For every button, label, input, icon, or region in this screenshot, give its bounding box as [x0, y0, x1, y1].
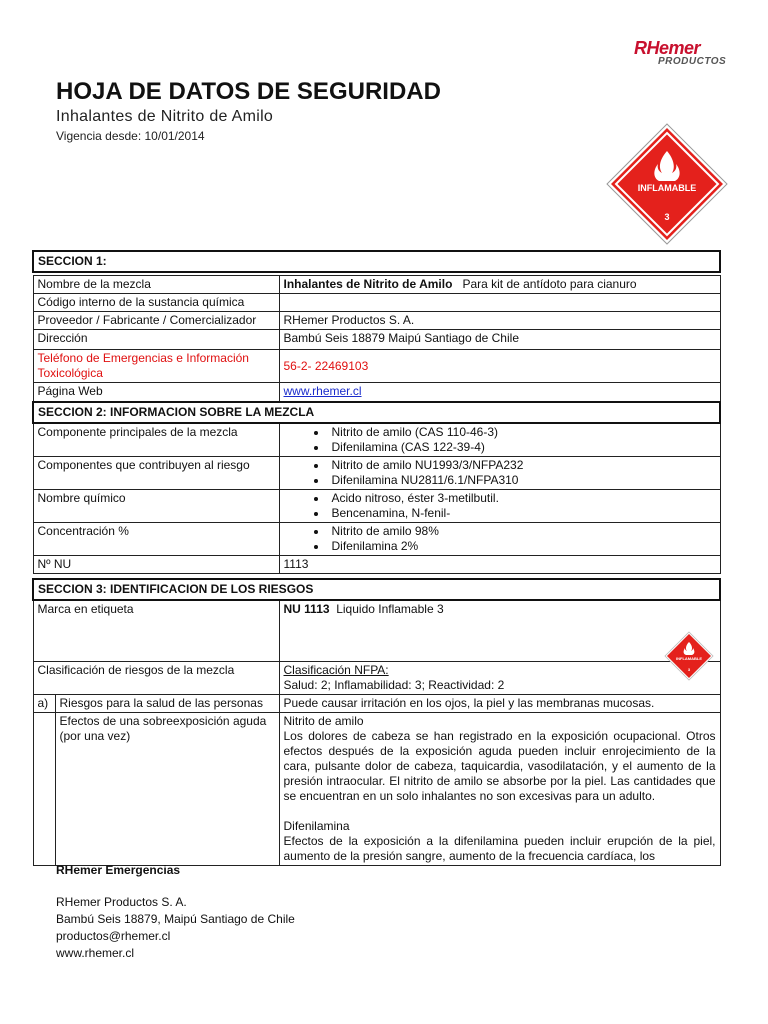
footer-website[interactable]: www.rhemer.cl [56, 946, 135, 960]
hazard-text: INFLAMABLE [637, 183, 697, 193]
row-value [279, 490, 720, 523]
row-value [279, 713, 720, 866]
product-name: Inhalantes de Nitrito de Amilo [283, 277, 453, 291]
table-row [33, 662, 720, 695]
row-value [279, 662, 720, 695]
emergency-phone-label: Teléfono de Emergencias e Información Toxicológica [33, 350, 279, 383]
hazard-text-small: INFLAMABLE [675, 656, 702, 661]
section-1-table [32, 250, 721, 402]
table-row [33, 423, 720, 457]
product-subtitle: Inhalantes de Nitrito de Amilo [56, 108, 274, 125]
row-value [279, 383, 720, 402]
label-mark: Liquido Inflamable 3 [336, 602, 444, 616]
effects-heading-1: Nitrito de amilo [283, 714, 364, 728]
row-label: Página Web [33, 383, 279, 402]
row-label: Proveedor / Fabricante / Comercializador [33, 312, 279, 330]
table-row [33, 600, 720, 662]
footer-heading: RHemer Emergencias [56, 863, 181, 877]
nfpa-ratings: Salud: 2; Inflamabilidad: 3; Reactividad: 2 [283, 678, 505, 692]
table-row [33, 523, 720, 556]
validity-date: Vigencia desde: 10/01/2014 [56, 129, 205, 143]
hazard-class-small: 3 [687, 667, 690, 672]
footer [56, 862, 295, 962]
list-item: • Difenilamina 2% [328, 539, 716, 554]
footer-address: Bambú Seis 18879, Maipú Santiago de Chile [56, 912, 295, 926]
row-label: Dirección [33, 330, 279, 350]
effects-heading-2: Difenilamina [283, 819, 350, 833]
un-number: NU 1113 [283, 602, 330, 616]
logo-name: RHemer [634, 38, 701, 58]
table-row [33, 276, 720, 294]
table-row [33, 383, 720, 402]
row-label: Nombre químico [33, 490, 279, 523]
small-flammable-diamond [664, 631, 714, 681]
section-2-table [32, 401, 721, 574]
row-value: 1113 [279, 556, 720, 574]
effects-text-2: Efectos de la exposición a la difenilamina pueden incluir erupción de la piel, aumento de la presión sangre, aumento de la frecuencia cardíaca, los [283, 834, 716, 863]
page-title: HOJA DE DATOS DE SEGURIDAD [56, 78, 441, 105]
row-label: Componente principales de la mezcla [33, 423, 279, 457]
logo-tagline: PRODUCTOS [658, 56, 727, 67]
flammable-hazard-diamond [606, 123, 728, 245]
list-item: • Nitrito de amilo 98% [328, 524, 716, 539]
row-value: RHemer Productos S. A. [279, 312, 720, 330]
table-row [33, 294, 720, 312]
emergency-phone: 56-2- 22469103 [279, 350, 720, 383]
row-value [279, 423, 720, 457]
row-label: Componentes que contribuyen al riesgo [33, 457, 279, 490]
table-row [33, 695, 720, 713]
row-label: Nº NU [33, 556, 279, 574]
row-value [279, 457, 720, 490]
table-row [33, 330, 720, 350]
table-row [33, 312, 720, 330]
section-3-table [32, 578, 721, 866]
row-value [279, 294, 720, 312]
company-logo [634, 38, 744, 67]
list-item: • Difenilamina NU2811/6.1/NFPA310 [328, 473, 716, 488]
row-letter [33, 713, 55, 866]
table-row [33, 457, 720, 490]
list-item: • Nitrito de amilo (CAS 110-46-3) [328, 425, 716, 440]
footer-email[interactable]: productos@rhemer.cl [56, 929, 171, 943]
nfpa-heading: Clasificación NFPA: [283, 663, 389, 677]
row-label: Efectos de una sobreexposición aguda (por una vez) [55, 713, 279, 866]
product-purpose: Para kit de antídoto para cianuro [462, 277, 637, 291]
row-label: Código interno de la sustancia química [33, 294, 279, 312]
list-item: • Acido nitroso, éster 3-metilbutil. [328, 491, 716, 506]
footer-company: RHemer Productos S. A. [56, 895, 187, 909]
row-value [279, 523, 720, 556]
row-label: Marca en etiqueta [33, 600, 279, 662]
list-item: • Bencenamina, N-fenil- [328, 506, 716, 521]
section-2-heading: SECCION 2: INFORMACION SOBRE LA MEZCLA [33, 402, 720, 423]
section-1-heading: SECCION 1: [33, 251, 720, 272]
list-item: • Difenilamina (CAS 122-39-4) [328, 440, 716, 455]
row-label: Concentración % [33, 523, 279, 556]
table-row [33, 556, 720, 574]
row-value: Puede causar irritación en los ojos, la piel y las membranas mucosas. [279, 695, 720, 713]
list-item: • Nitrito de amilo NU1993/3/NFPA232 [328, 458, 716, 473]
effects-text-1: Los dolores de cabeza se han registrado en la exposición ocupacional. Otros efectos después de la exposición aguda pueden incluir enrojecimiento de la cara, pulsante dolor de cabeza, taquicardia, vasodilatación, y el aumento de la presión intraocular. El nitrito de amilo se absorbe por la piel. Las cantidades que se encuentran en un solo inhalantes no son excesivas para un adulto. [283, 729, 716, 803]
row-value [279, 276, 720, 294]
hazard-class: 3 [664, 212, 670, 222]
table-row [33, 350, 720, 383]
section-3-heading: SECCION 3: IDENTIFICACION DE LOS RIESGOS [33, 579, 720, 600]
row-label: Nombre de la mezcla [33, 276, 279, 294]
table-row [33, 490, 720, 523]
row-letter: a) [33, 695, 55, 713]
row-value: Bambú Seis 18879 Maipú Santiago de Chile [279, 330, 720, 350]
website-link[interactable]: www.rhemer.cl [283, 384, 362, 398]
table-row [33, 713, 720, 866]
row-label: Riesgos para la salud de las personas [55, 695, 279, 713]
row-label: Clasificación de riesgos de la mezcla [33, 662, 279, 695]
